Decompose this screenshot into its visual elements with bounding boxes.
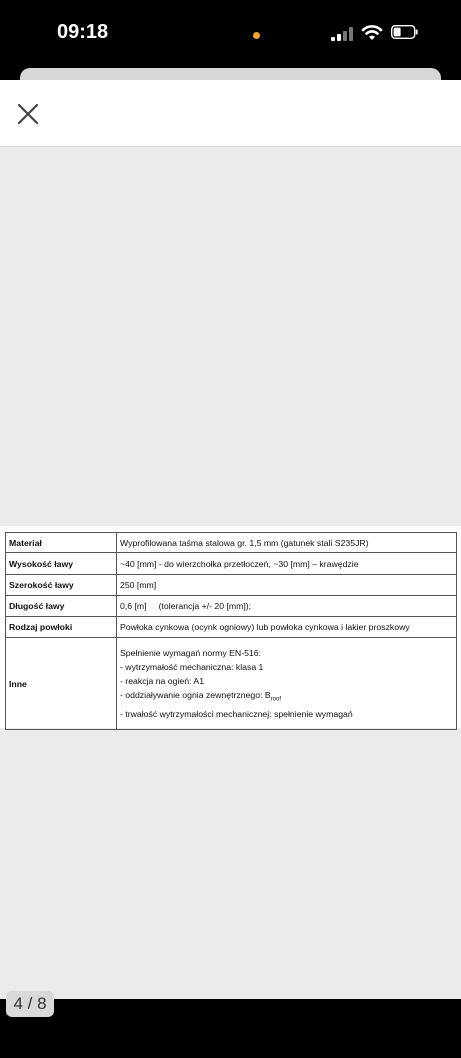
- image-viewer-sheet: [0, 80, 461, 1013]
- row-label: Materiał: [6, 533, 117, 553]
- row-label: Szerokość ławy: [6, 575, 117, 596]
- requirement-line: Spełnienie wymagań normy EN-516:: [120, 648, 262, 659]
- status-bar: [0, 0, 461, 70]
- row-label: Rodzaj powłoki: [6, 617, 117, 638]
- close-icon: [12, 98, 44, 130]
- row-value: Powłoka cynkowa (ocynk ogniowy) lub powłoka cynkowa i lakier proszkowy: [117, 617, 457, 638]
- row-value-list: [117, 638, 457, 730]
- row-value: ~40 [mm] - do wierzchołka przetłoczeń, ~30 [mm] – krawędzie: [117, 553, 457, 575]
- viewer-header: [0, 80, 461, 147]
- cellular-signal-icon: [331, 27, 353, 41]
- close-button[interactable]: [12, 98, 44, 130]
- status-time: 09:18: [57, 21, 109, 43]
- gallery-image[interactable]: [0, 526, 461, 728]
- spec-table: [5, 532, 457, 730]
- image-gallery[interactable]: [0, 147, 461, 1013]
- row-label: Długość ławy: [6, 596, 117, 617]
- requirement-line: - trwałość wytrzymałości mechanicznej: spełnienie wymagań: [120, 708, 353, 719]
- battery-icon: [391, 25, 418, 39]
- row-value: 250 [mm]: [117, 575, 457, 596]
- wifi-icon: [362, 25, 382, 41]
- table-row: [6, 553, 457, 575]
- table-row: [6, 638, 457, 730]
- requirement-line: - reakcja na ogień: A1: [120, 676, 205, 687]
- subscript-text: roof: [270, 696, 282, 703]
- row-value: 0,6 [m] (tolerancja +/- 20 [mm]);: [117, 596, 457, 617]
- row-label: Inne: [6, 638, 117, 730]
- row-value: Wyprofilowana taśma stalowa gr. 1,5 mm (gatunek stali S235JR): [117, 533, 457, 553]
- image-counter: 4 / 8: [6, 991, 54, 1017]
- home-indicator[interactable]: [150, 1053, 313, 1058]
- row-label: Wysokość ławy: [6, 553, 117, 575]
- requirement-line: - oddziaływanie ognia zewnętrznego: B: [120, 690, 271, 701]
- table-row: [6, 533, 457, 553]
- table-row: [6, 617, 457, 638]
- table-row: [6, 575, 457, 596]
- privacy-indicator-dot: [253, 32, 260, 39]
- requirement-line-wrapper: [120, 688, 453, 707]
- requirement-line: - wytrzymałość mechaniczna: klasa 1: [120, 662, 264, 673]
- table-row: [6, 596, 457, 617]
